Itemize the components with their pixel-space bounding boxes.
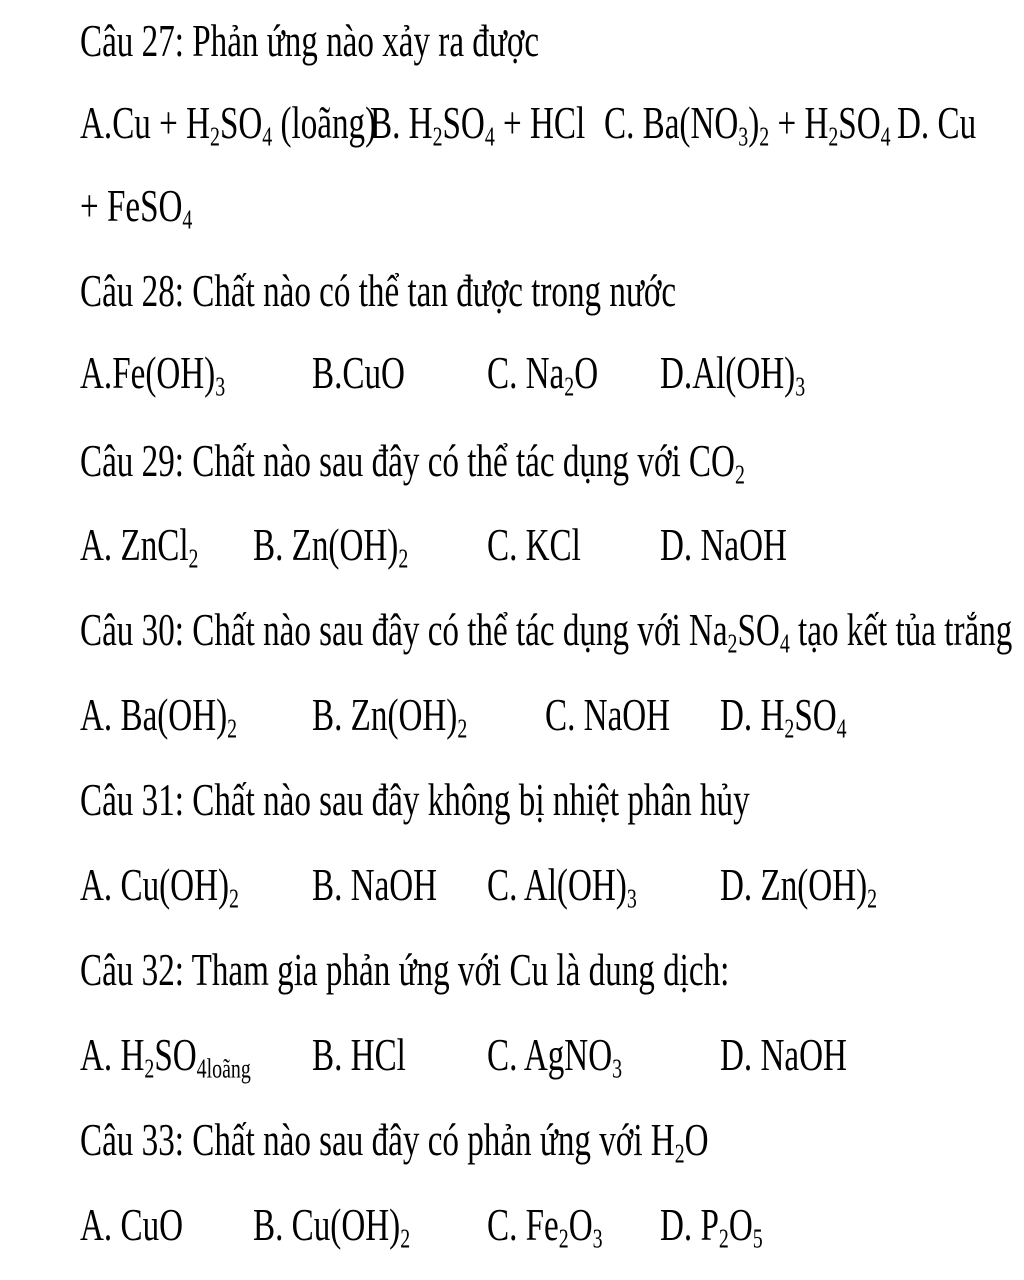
- question-stem-text: Câu 29: Chất nào sau đây có thể tác dụng với $CO_2$: [79, 435, 745, 490]
- question-stem-text: Câu 32: Tham gia phản ứng với Cu là dung dịch:: [79, 944, 730, 995]
- option-a: A. $Cu(OH)_2$: [79, 859, 239, 914]
- option-a: A. $H_2SO_{4loãng}$: [79, 1029, 251, 1084]
- option-a: A. CuO: [79, 1199, 184, 1250]
- option-c: C. AgNO$_3$: [486, 1029, 623, 1084]
- option-d-continuation: + FeSO$_4$: [79, 180, 193, 235]
- option-a: A. ZnCl$_2$: [79, 519, 199, 574]
- question-stem-text: Câu 31: Chất nào sau đây không bị nhiệt phân hủy: [79, 774, 750, 825]
- option-c: C. KCl: [486, 519, 581, 570]
- option-d: $D.Al(OH)_3$: [659, 347, 806, 402]
- option-b: B. HCl: [311, 1029, 406, 1080]
- question-stem-text: Câu 33: Chất nào sau đây có phản ứng với $H_2O$: [79, 1114, 709, 1169]
- option-d: D. $Zn(OH)_2$: [720, 859, 878, 914]
- option-b: B. $Zn(OH)_2$: [252, 519, 409, 574]
- option-b: B. $Zn(OH)_2$: [311, 689, 468, 744]
- option-d: D. NaOH: [720, 1029, 847, 1080]
- option-d: D. NaOH: [659, 519, 787, 570]
- option-b: B. $Cu(OH)_2$: [252, 1199, 411, 1254]
- option-a: $A.Cu + H_2SO_4$ (loãng): [79, 97, 377, 152]
- option-b: B. NaOH: [311, 859, 438, 910]
- option-d: D. $H_2SO_4$: [720, 689, 847, 744]
- option-c: C. $Al(OH)_3$: [486, 859, 637, 914]
- option-b: B.CuO: [311, 347, 405, 398]
- option-c: C. $Fe_2O_3$: [486, 1199, 603, 1254]
- question-stem-text: Câu 27: Phản ứng nào xảy ra được: [79, 15, 540, 66]
- option-b: B. $H_2SO_4$ + HCl: [369, 97, 586, 152]
- option-a: $A.Fe(OH)_3$: [79, 347, 226, 402]
- option-d: D. Cu: [896, 97, 977, 148]
- option-c: C. NaOH: [544, 689, 671, 740]
- question-stem-text: Câu 28: Chất nào có thể tan được trong nước: [79, 265, 677, 316]
- option-a: A. $Ba(OH)_2$: [79, 689, 238, 744]
- option-c: C. $Na_2O$: [486, 347, 599, 402]
- option-d: D. $P_2O_5$: [659, 1199, 763, 1254]
- question-stem-text: Câu 30: Chất nào sau đây có thể tác dụng với $Na_2SO_4$ tạo kết tủa trắng: [79, 604, 1013, 659]
- option-c: C. $Ba(NO_3)_2 + H_2SO_4$: [603, 97, 891, 152]
